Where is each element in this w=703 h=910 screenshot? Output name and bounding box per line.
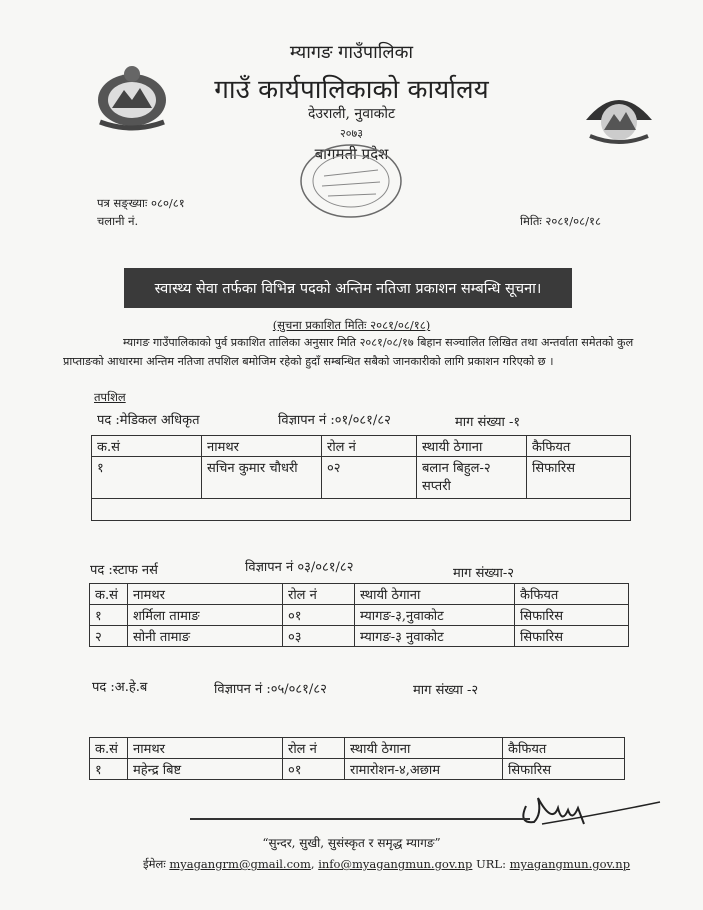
table-cell: ०१ <box>283 605 355 626</box>
footer-divider <box>190 818 530 820</box>
column-header: नामथर <box>202 436 322 457</box>
table-cell: ०३ <box>283 626 355 647</box>
column-header: स्थायी ठेगाना <box>355 584 515 605</box>
table-cell: सचिन कुमार चौधरी <box>202 457 322 499</box>
column-header: क.सं <box>92 436 202 457</box>
table-cell: ०२ <box>322 457 417 499</box>
footer-slogan: “सुन्दर, सुखी, सुसंस्कृत र समृद्ध म्यागङ” <box>262 836 441 850</box>
province-name: बागमती प्रदेश <box>314 145 389 163</box>
table-cell: सिफारिस <box>527 457 631 499</box>
table-row <box>90 626 629 647</box>
table-row <box>90 605 629 626</box>
municipality-logo-icon <box>580 80 658 146</box>
column-header: स्थायी ठेगाना <box>345 738 503 759</box>
established-year: २०७३ <box>340 127 363 140</box>
post-label: पद :स्टाफ नर्स <box>90 563 158 578</box>
table-header-row <box>92 436 631 457</box>
footer-contact: ईमेलः myagangrm@gmail.com, info@myagangmun.gov.np URL: myagangmun.gov.np <box>143 857 631 871</box>
office-stamp-icon <box>296 140 406 222</box>
email-link-primary[interactable]: myagangrm@gmail.com <box>169 857 311 871</box>
table-cell: बलान बिहुल-२ सप्तरी <box>417 457 527 499</box>
notice-title: स्वास्थ्य सेवा तर्फका विभिन्न पदको अन्तिम नतिजा प्रकाशन सम्बन्धि सूचना। <box>154 281 542 297</box>
result-table-medical-officer <box>91 435 631 521</box>
demand-count: माग संख्या -२ <box>413 683 479 698</box>
municipality-name: म्यागङ गाउँपालिका <box>289 42 414 63</box>
demand-count: माग संख्या-२ <box>453 566 515 581</box>
table-cell: सिफारिस <box>515 605 629 626</box>
column-header: रोल नं <box>283 584 355 605</box>
column-header: क.सं <box>90 738 128 759</box>
advert-number: विज्ञापन नं :०१/०८१/८२ <box>278 413 391 428</box>
nepal-emblem-icon <box>92 60 172 132</box>
notice-body: म्यागङ गाउँपालिकाको पुर्व प्रकाशित तालिका अनुसार मिति २०८१/०८/१७ बिहान सञ्चालित लिखित तथा अन्तर्वाता समेतको कुल प्राप्ताङको आधारमा अन्तिम नतिजा तपशिल बमोजिम रहेको हुदाँ सम्बन्धित सबैको जानकारीको लागि प्रकाशन गरिएको छ । <box>63 336 634 368</box>
column-header: स्थायी ठेगाना <box>417 436 527 457</box>
letter-date: मितिः २०८१/०८/१८ <box>520 214 601 228</box>
signature-icon <box>512 784 662 836</box>
post-label: पद :अ.हे.ब <box>92 680 148 695</box>
table-cell: १ <box>90 605 128 626</box>
table-header-row <box>90 738 625 759</box>
column-header: रोल नं <box>283 738 345 759</box>
published-date: (सुचना प्रकाशित मितिः २०८१/०८/१८) <box>272 318 431 332</box>
column-header: नामथर <box>128 584 283 605</box>
table-cell: ०१ <box>283 759 345 780</box>
table-cell: सिफारिस <box>503 759 625 780</box>
table-cell: २ <box>90 626 128 647</box>
table-cell: रामारोशन-४,अछाम <box>345 759 503 780</box>
column-header: कैफियत <box>515 584 629 605</box>
table-cell: सिफारिस <box>515 626 629 647</box>
table-cell: १ <box>92 457 202 499</box>
demand-count: माग संख्या -१ <box>455 415 521 430</box>
table-row <box>90 759 625 780</box>
result-table-staff-nurse <box>89 583 629 647</box>
table-header-row <box>90 584 629 605</box>
table-cell: महेन्द्र बिष्ट <box>128 759 283 780</box>
office-location: देउराली, नुवाकोट <box>307 106 396 122</box>
column-header: रोल नं <box>322 436 417 457</box>
email-label: ईमेलः <box>143 857 166 871</box>
table-row <box>92 457 631 499</box>
notice-title-banner <box>124 268 572 308</box>
column-header: क.सं <box>90 584 128 605</box>
post-label: पद :मेडिकल अधिकृत <box>97 413 200 428</box>
letter-number: पत्र सङ्ख्याः ०८०/८१ <box>97 196 185 210</box>
column-header: कैफियत <box>527 436 631 457</box>
column-header: नामथर <box>128 738 283 759</box>
email-link-info[interactable]: info@myagangmun.gov.np <box>318 857 473 871</box>
url-label: URL: <box>476 857 506 871</box>
details-heading: तपशिल <box>94 390 126 404</box>
table-cell: म्यागङ-३ नुवाकोट <box>355 626 515 647</box>
table-cell: शर्मिला तामाङ <box>128 605 283 626</box>
column-header: कैफियत <box>503 738 625 759</box>
table-cell: १ <box>90 759 128 780</box>
table-cell: म्यागङ-३,नुवाकोट <box>355 605 515 626</box>
table-empty-row <box>92 499 631 521</box>
advert-number: विज्ञापन नं :०५/०८१/८२ <box>214 682 327 697</box>
office-title: गाउँ कार्यपालिकाको कार्यालय <box>214 75 489 105</box>
advert-number: विज्ञापन नं ०३/०८१/८२ <box>245 560 354 575</box>
website-link[interactable]: myagangmun.gov.np <box>509 857 631 871</box>
dispatch-number: चलानी नं. <box>97 214 139 228</box>
table-cell: सोनी तामाङ <box>128 626 283 647</box>
result-table-ahw <box>89 737 625 780</box>
